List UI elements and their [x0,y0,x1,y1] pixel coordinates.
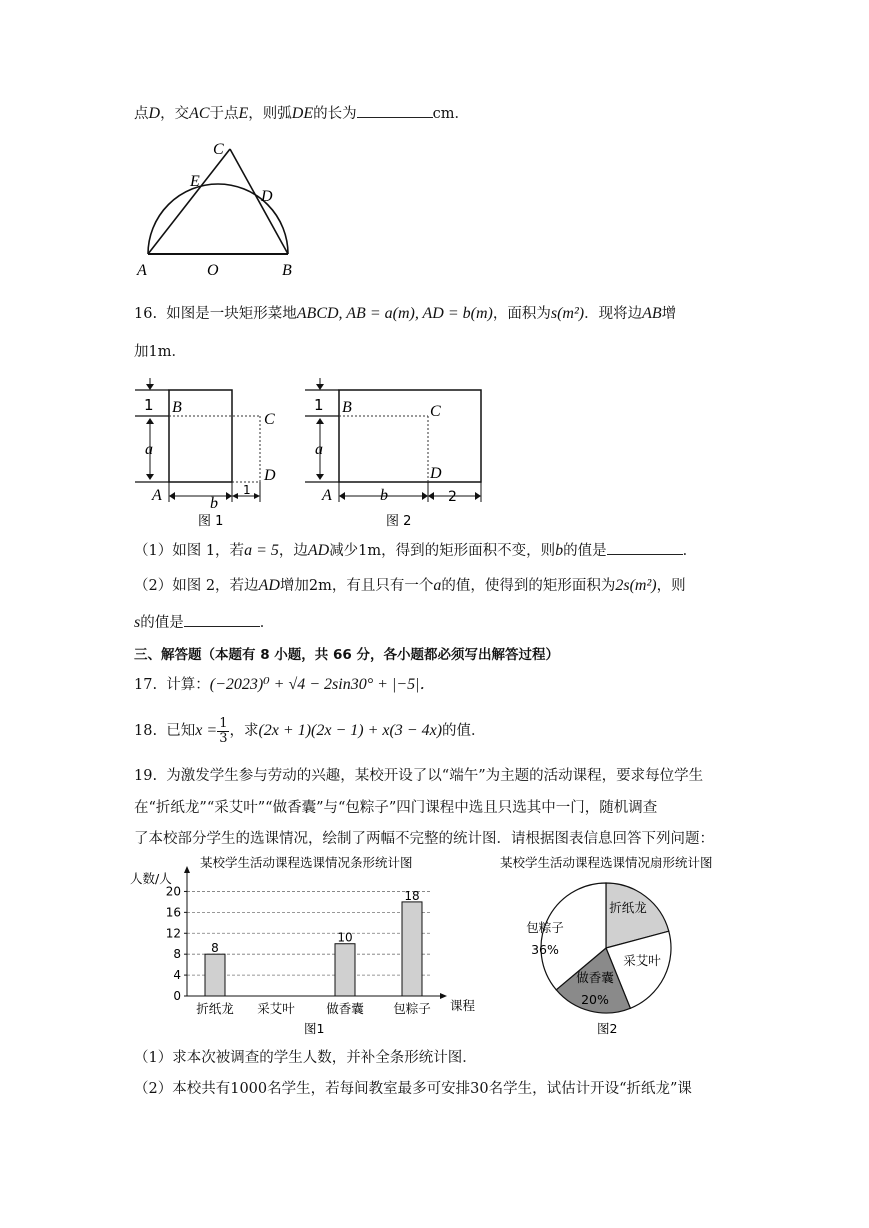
label-b-side: b [380,487,388,504]
q16-line1: 16. 如图是一块矩形菜地ABCD, AB = a(m), AD = b(m)，面积为s(m²)．现将边AB增 [134,305,677,322]
label-o: O [207,262,219,279]
semicircle-figure [135,138,305,280]
y-tick-label: 8 [173,947,181,962]
fraction: $\frac{1}{3}$ [219,715,228,746]
bar-value-label: 18 [404,888,420,903]
label-a-side: a [315,441,323,458]
q19-sub1: （1）求本次被调查的学生人数，并补全条形统计图． [134,1050,477,1066]
label-b: B [282,262,292,279]
bar [205,954,225,996]
chart-title: 某校学生活动课程选课情况扇形统计图 [500,855,713,870]
q15-line: 点D，交AC于点E，则弧DE的长为 cm． [134,105,469,122]
figure-1 [135,374,285,532]
label-d: D [261,188,273,205]
bar [402,902,422,996]
label-one: 1 [144,396,154,414]
x-tick-label: 采艾叶 [257,1001,295,1016]
label-c: C [264,411,275,428]
slice-label: 采艾叶 [623,953,661,968]
x-axis-label: 课程 [450,998,476,1013]
label-a: A [322,487,332,504]
x-tick-label: 包粽子 [393,1001,431,1016]
y-tick-label: 12 [165,926,181,941]
label-d: D [264,467,276,484]
caption-fig1: 图 1 [198,514,224,529]
slice-label: 折纸龙 [609,900,647,915]
answer-blank [357,103,433,118]
q19-line1: 19. 为激发学生参与劳动的兴趣，某校开设了以“端午”为主题的活动课程，要求每位学生 [134,768,704,784]
bar [335,944,355,996]
slice-label: 包粽子 [526,920,564,935]
x-tick-label: 做香囊 [326,1001,364,1016]
label-b: B [342,399,352,416]
chart-title: 某校学生活动课程选课情况条形统计图 [200,855,413,870]
bar-chart [130,852,490,1042]
figure-2 [305,374,495,532]
q19-sub2: （2）本校共有1000名学生，若每间教室最多可安排30名学生，试估计开设“折纸龙”课 [134,1081,692,1097]
answer-blank [607,540,683,555]
slice-value-label: 20% [581,992,609,1007]
label-c: C [430,403,441,420]
y-axis-arrow [184,866,190,873]
label-b: B [172,399,182,416]
y-tick-label: 0 [173,989,181,1003]
q16-line2: 加1m． [134,344,186,360]
y-tick-label: 20 [165,884,181,899]
y-tick-label: 4 [173,968,181,983]
label-a-side: a [145,441,153,458]
label-two: 2 [448,489,457,505]
pie-chart [495,852,740,1042]
y-tick-label: 16 [165,905,181,920]
label-a: A [152,487,162,504]
caption-fig2: 图 2 [386,514,412,529]
x-tick-label: 折纸龙 [196,1001,234,1016]
slice-value-label: 36% [531,942,559,957]
answer-blank [184,612,260,627]
section-title: 三、解答题（本题有 8 小题，共 66 分，各小题都必须写出解答过程） [134,647,559,663]
q16-sub1: （1）如图 1，若a = 5，边AD减少1m，得到的矩形面积不变，则b的值是 ． [134,542,698,559]
chart-caption: 图1 [304,1021,325,1036]
label-e: E [190,173,200,190]
bar-value-label: 8 [211,941,219,956]
label-one-bottom: 1 [243,483,251,497]
chart-caption: 图2 [597,1021,618,1036]
q19-line2: 在“折纸龙”“采艾叶”“做香囊”与“包粽子”四门课程中选且只选其中一门，随机调查 [134,800,658,816]
label-b-side: b [210,495,218,512]
q19-line3: 了本校部分学生的选课情况，绘制了两幅不完整的统计图．请根据图表信息回答下列问题： [134,831,714,847]
label-d: D [430,465,442,482]
label-a: A [137,262,147,279]
q17: 17. 计算：(−2023)⁰ + √4 − 2sin30° + |−5|． [134,676,436,693]
x-axis-arrow [440,993,447,999]
bar-value-label: 10 [337,930,353,945]
label-one: 1 [314,396,324,414]
q18: 18. 已知x = $\frac{1}{3}$ ，求(2x + 1)(2x − 1) + x(3 − 4x)的值． [134,715,486,746]
y-axis-label: 人数/人 [130,871,172,886]
label-c: C [213,141,224,158]
q16-sub2-line2: s的值是 ． [134,614,275,631]
slice-label: 做香囊 [576,970,614,985]
q16-sub2: （2）如图 2，若边AD增加2m，有且只有一个a的值，使得到的矩形面积为2s(m²)，则 [134,577,686,594]
